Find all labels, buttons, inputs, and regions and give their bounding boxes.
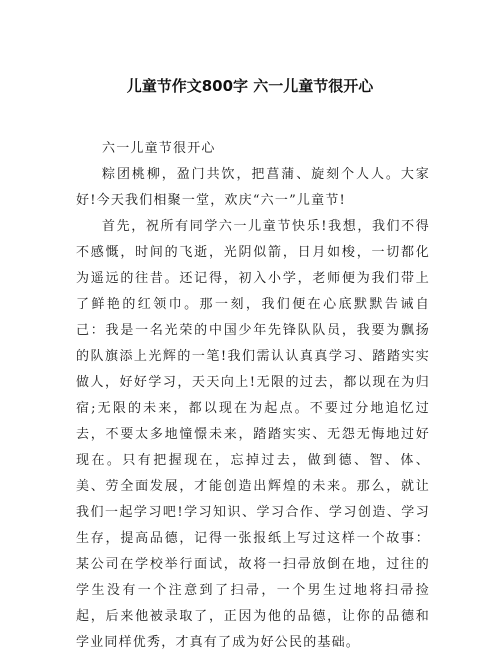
document-title: 儿童节作文800字 六一儿童节很开心 xyxy=(126,77,374,95)
paragraph: 首先，祝所有同学六一儿童节快乐!我想，我们不得不感慨，时间的飞逝，光阴似箭，日月如梭，一切都化为遥远的往昔。还记得，初入小学，老师便为我们带上了鲜艳的红领巾。那一刻，我们便在心底默默告诫自己：我是一名光荣的中国少年先锋队队员，我要为飘扬的队旗添上光辉的一笔!我们需认认真真学习、踏踏实实做人，好好学习，天天向上!无限的过去，都以现在为归宿;无限的未来，都以现在为起点。不要过分地追忆过去，不要太多地憧憬未来，踏踏实实、无怨无悔地过好现在。只有把握现在，忘掉过去，做到德、智、体、美、劳全面发展，才能创造出辉煌的未来。那么，就让我们一起学习吧!学习知识、学习合作、学习创造、学习生存，提高品德，记得一张报纸上写过这样一个故事：某公司在学校举行面试，故将一扫帚放倒在地，过往的学生没有一个注意到了扫帚，一个男生过地将扫帚捡起，后来他被录取了，正因为他的品德，让你的品德和学业同样优秀，才真有了成为好公民的基础。 xyxy=(76,219,430,650)
paragraph: 粽团桃柳，盈门共饮，把菖蒲、旋刻个人人。大家好!今天我们相聚一堂，欢庆“六一”儿童节! xyxy=(76,167,430,208)
document-body xyxy=(76,136,430,656)
section-heading: 六一儿童节很开心 xyxy=(102,141,216,156)
